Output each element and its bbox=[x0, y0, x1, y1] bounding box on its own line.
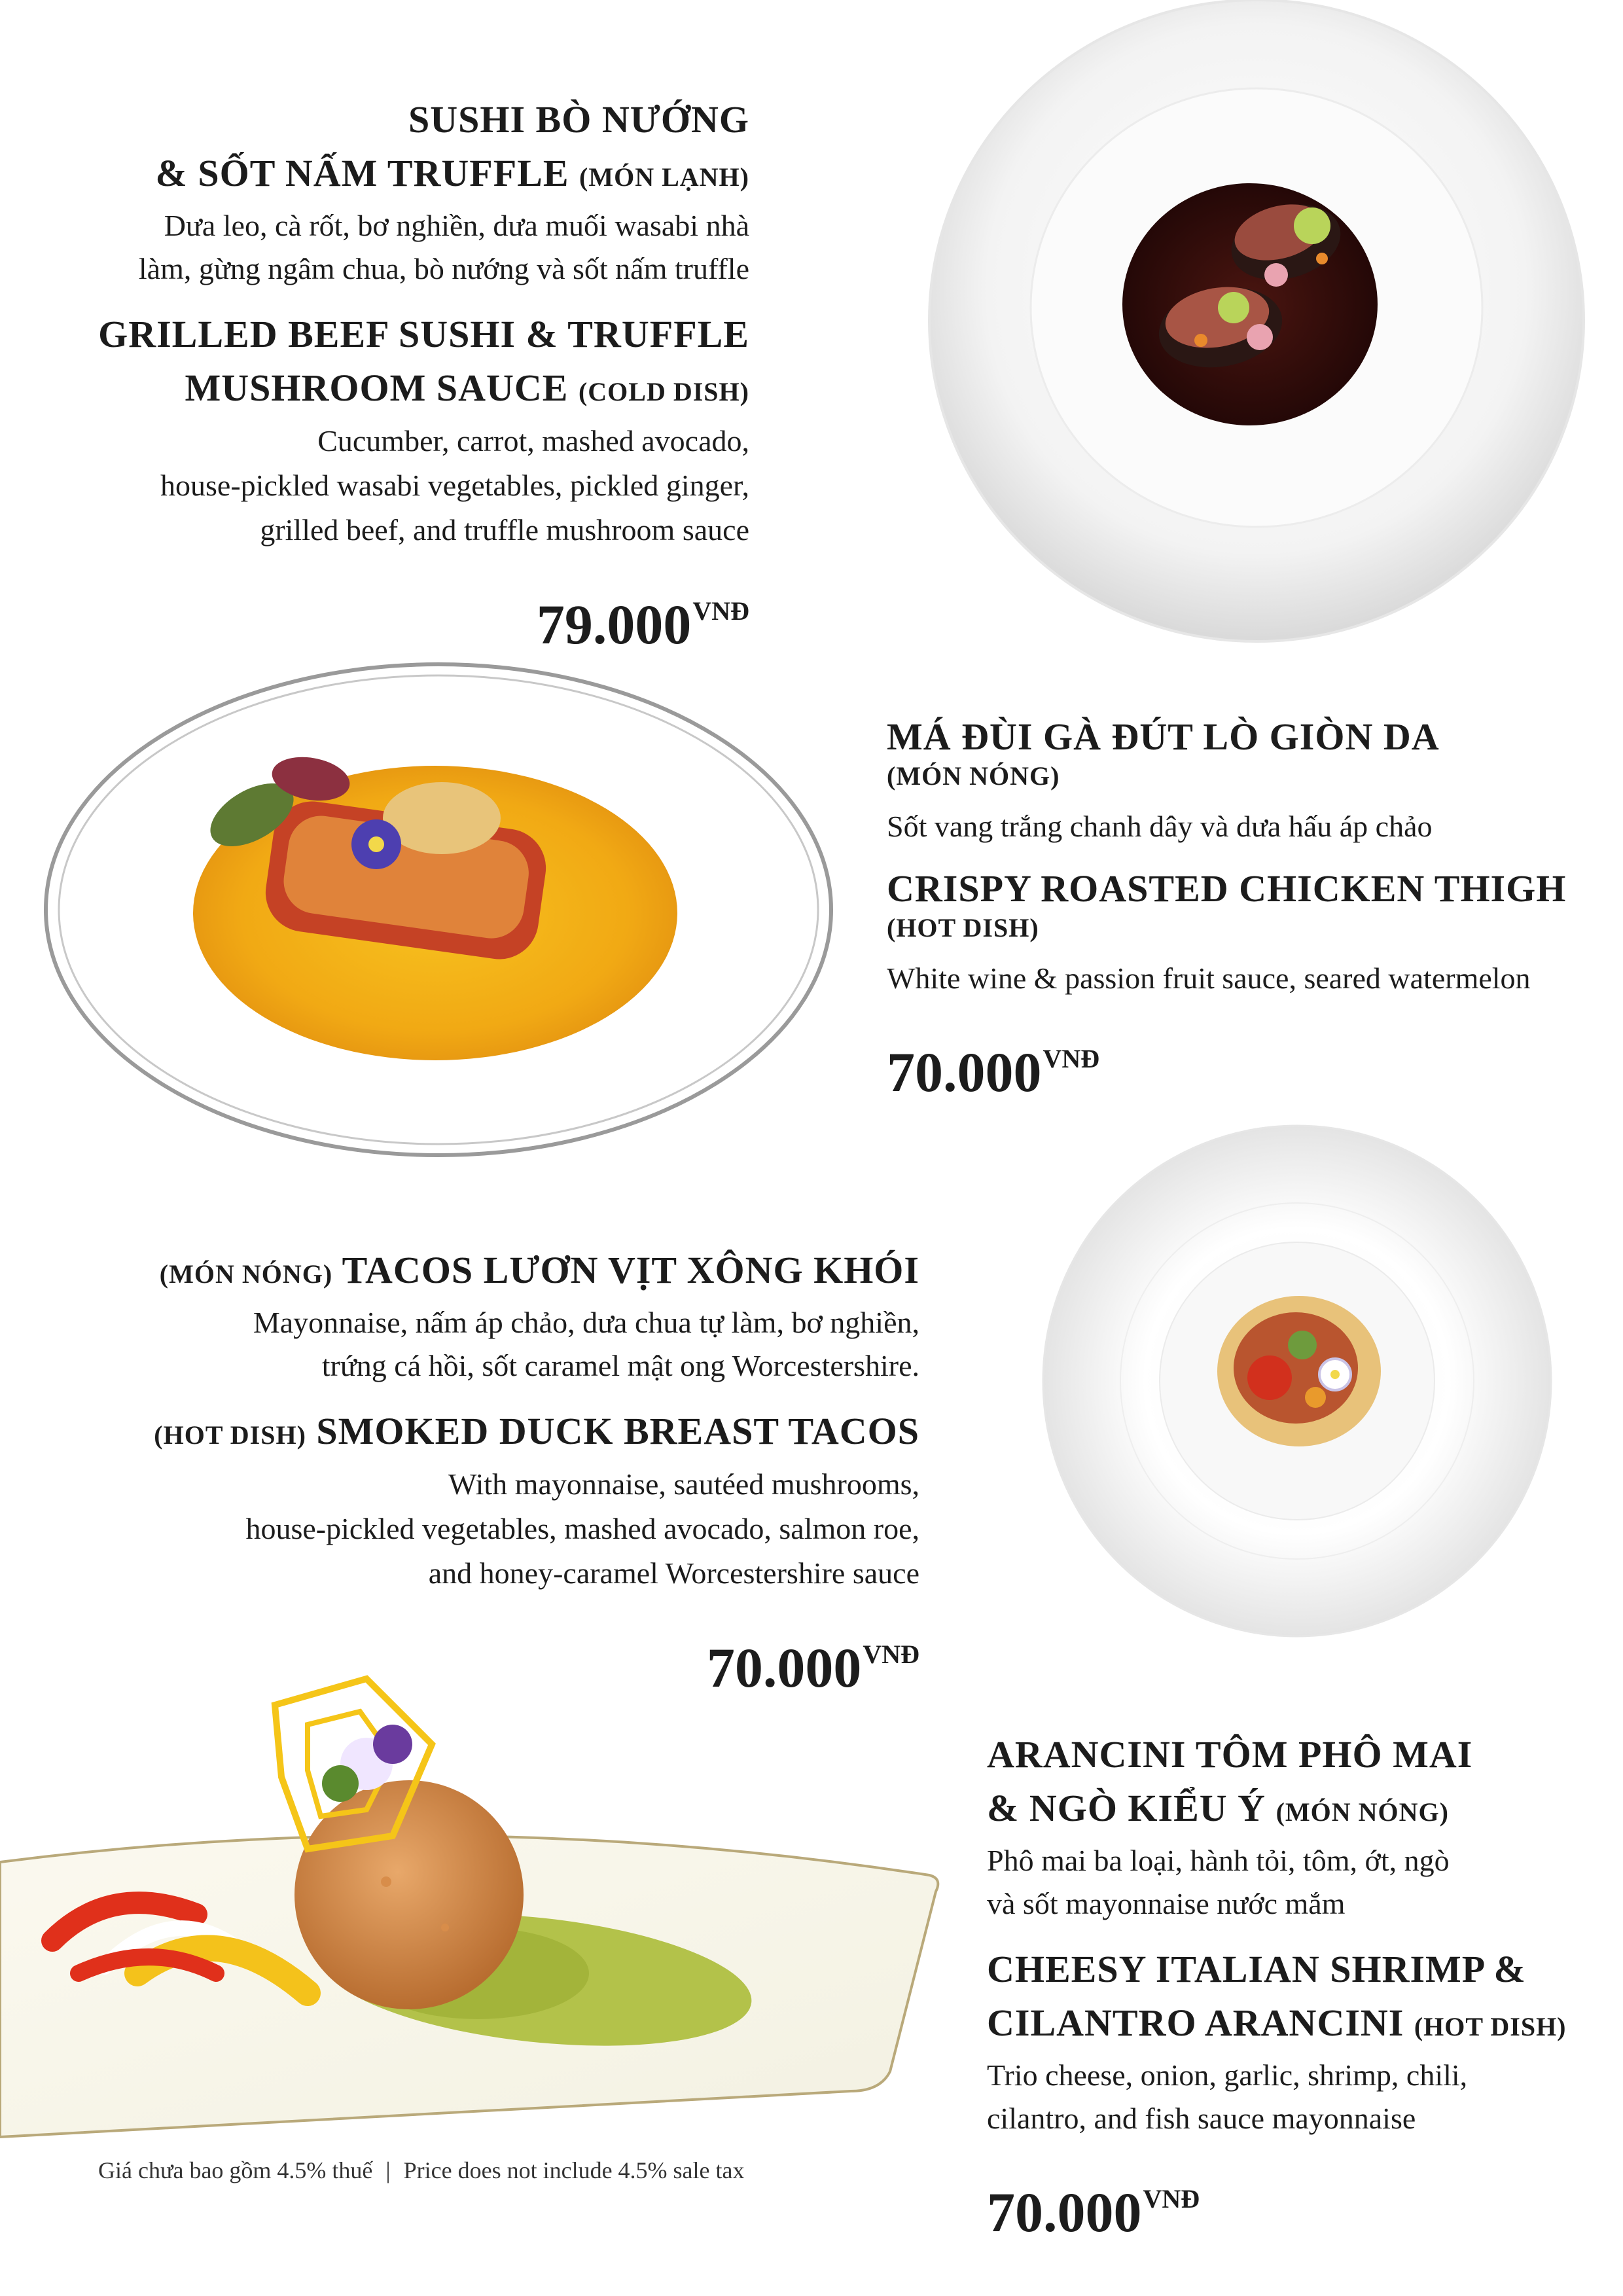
item-description-vi: Mayonnaise, nấm áp chảo, dưa chua tự làm, bơ nghiền, trứng cá hồi, sốt caramel mật ong Worcestershire. bbox=[253, 1306, 919, 1382]
item-description-en: White wine & passion fruit sauce, seared watermelon bbox=[887, 961, 1531, 995]
tax-note-separator: | bbox=[385, 2157, 391, 2183]
menu-item-beef-sushi bbox=[79, 93, 749, 657]
item-title-vi: MÁ ĐÙI GÀ ĐÚT LÒ GIÒN DA bbox=[887, 715, 1440, 758]
menu-item-roasted-chicken bbox=[887, 713, 1594, 1105]
item-title-en: CRISPY ROASTED CHICKEN THIGH bbox=[887, 867, 1567, 910]
currency-label: VNĐ bbox=[863, 1640, 919, 1669]
item-price: $79.000^{VNĐ}$ bbox=[536, 593, 749, 656]
item-description-vi: Phô mai ba loại, hành tỏi, tôm, ớt, ngò và sốt mayonnaise nước mắm bbox=[987, 1844, 1450, 1920]
tax-note-en: Price does not include 4.5% sale tax bbox=[403, 2157, 745, 2183]
item-title-vi: (MÓN NÓNG) TACOS LƯƠN VỊT XÔNG KHÓI bbox=[159, 1249, 919, 1291]
dish-tag-vi: (MÓN NÓNG) bbox=[887, 761, 1060, 791]
currency-label: VNĐ bbox=[1143, 2184, 1200, 2214]
item-title-en: CHEESY ITALIAN SHRIMP & CILANTRO ARANCINI (HOT DISH) bbox=[987, 1948, 1567, 2044]
dish-tag-vi: (MÓN NÓNG) bbox=[159, 1259, 333, 1289]
duck-tacos-bowl-photo bbox=[1041, 1122, 1554, 1640]
item-title-en: GRILLED BEEF SUSHI & TRUFFLE MUSHROOM SAUCE (COLD DISH) bbox=[98, 313, 749, 409]
item-title-en: (HOT DISH) SMOKED DUCK BREAST TACOS bbox=[154, 1410, 919, 1452]
item-title-vi: ARANCINI TÔM PHÔ MAI & NGÒ KIỂU Ý (MÓN NÓNG) bbox=[987, 1733, 1473, 1829]
dish-tag-en: (HOT DISH) bbox=[154, 1420, 306, 1450]
item-title-vi: SUSHI BÒ NƯỚNG & SỐT NẤM TRUFFLE (MÓN LẠNH) bbox=[155, 98, 749, 194]
item-description-vi: Sốt vang trắng chanh dây và dưa hấu áp chảo bbox=[887, 810, 1433, 843]
dish-tag-vi: (MÓN NÓNG) bbox=[1275, 1797, 1449, 1827]
item-price: $70.000^{VNĐ}$ bbox=[706, 1636, 919, 1699]
item-price: $70.000^{VNĐ}$ bbox=[987, 2181, 1200, 2244]
beef-sushi-plate-photo bbox=[893, 0, 1623, 681]
dish-tag-en: (HOT DISH) bbox=[887, 913, 1039, 942]
item-price: $70.000^{VNĐ}$ bbox=[887, 1041, 1100, 1103]
dish-tag-en: (HOT DISH) bbox=[1414, 2012, 1567, 2041]
tax-note-vi: Giá chưa bao gồm 4.5% thuế bbox=[98, 2157, 373, 2183]
dish-tag-vi: (MÓN LẠNH) bbox=[579, 162, 749, 192]
tax-note bbox=[98, 2157, 744, 2184]
currency-label: VNĐ bbox=[692, 596, 749, 626]
menu-item-duck-tacos bbox=[79, 1244, 919, 1700]
item-description-en: Cucumber, carrot, mashed avocado, house-pickled wasabi vegetables, pickled ginger, grilled beef, and truffle mushroom sauce bbox=[160, 424, 749, 547]
arancini-plate-photo bbox=[0, 1666, 942, 2157]
menu-item-arancini bbox=[987, 1728, 1609, 2245]
item-description-en: With mayonnaise, sautéed mushrooms, house-pickled vegetables, mashed avocado, salmon roe, and honey-caramel Worcestershire sauce bbox=[245, 1467, 919, 1590]
item-description-vi: Dưa leo, cà rốt, bơ nghiền, dưa muối wasabi nhà làm, gừng ngâm chua, bò nướng và sốt nấm truffle bbox=[138, 209, 749, 285]
roasted-chicken-plate-photo bbox=[36, 648, 841, 1172]
item-description-en: Trio cheese, onion, garlic, shrimp, chili, cilantro, and fish sauce mayonnaise bbox=[987, 2058, 1468, 2135]
currency-label: VNĐ bbox=[1043, 1044, 1100, 1073]
dish-tag-en: (COLD DISH) bbox=[578, 377, 749, 406]
